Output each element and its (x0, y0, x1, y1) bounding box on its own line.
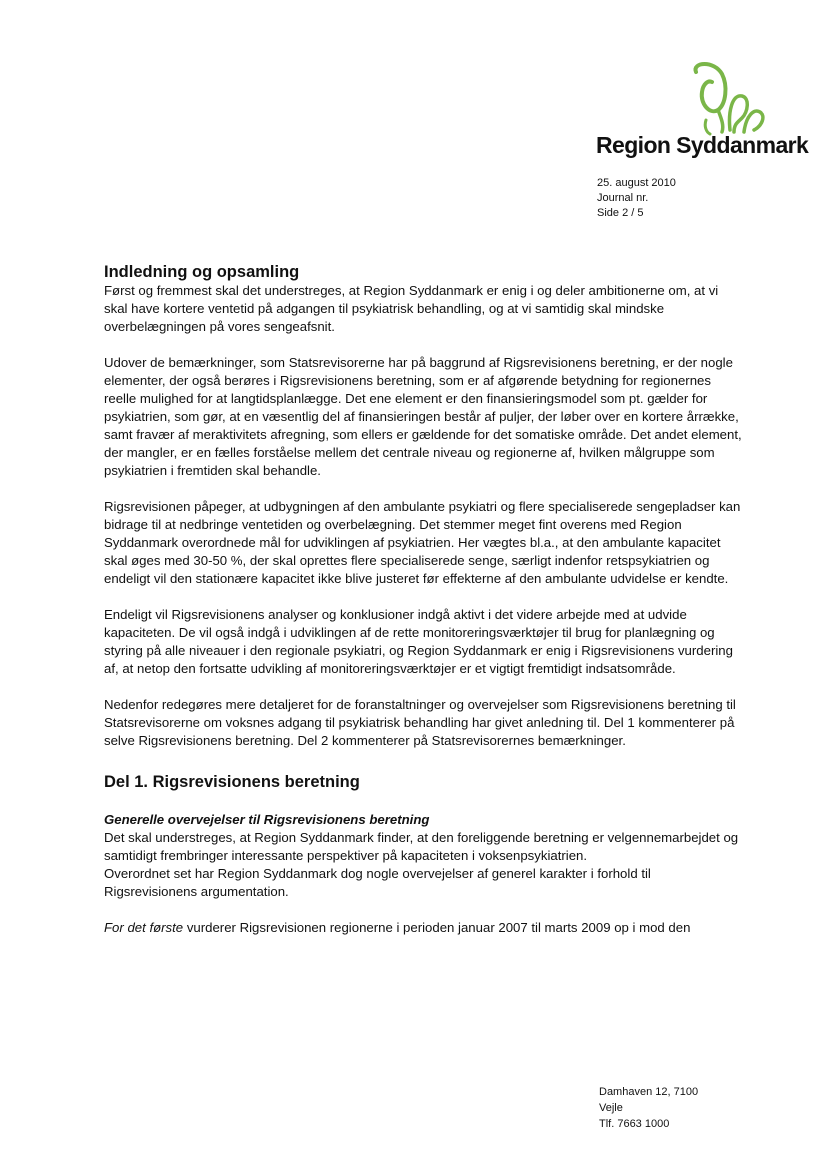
intro-paragraph: Nedenfor redegøres mere detaljeret for de foranstaltninger og overvejelser som Rigsrevisionens beretning til Statsrevisorerne om voksnes adgang til psykiatrisk behandling har givet anledning til. Del 1 kommenterer på selve Rigsrevisionens beretning. Del 2 kommenterer på Statsrevisorernes bemærkninger. (104, 697, 736, 748)
journal-number: Journal nr. (597, 192, 649, 204)
del1-heading: Del 1. Rigsrevisionens beretning (104, 773, 360, 791)
document-date: 25. august 2010 (597, 177, 676, 189)
del1-subheading: Generelle overvejelser til Rigsrevisionens beretning (104, 812, 430, 827)
intro-paragraph: Endeligt vil Rigsrevisionens analyser og konklusioner indgå aktivt i det videre arbejde med at udvide kapaciteten. De vil også indgå i udviklingen af de rette monitoreringsværktøjer til brug for planlægning og styring på alle niveauer i den regionale psykiatri, og Region Syddanmark er enig i Rigsrevisionens vurdering af, at netop den fortsatte udvikling af monitoreringsværktøjer er et vigtigt fremtidigt indsatsområde. (104, 607, 733, 676)
phone-number: Tlf. 7663 1000 (599, 1118, 670, 1130)
del1-paragraph: Det skal understreges, at Region Syddanmark finder, at den foreliggende beretning er velgennemarbejdet og samtidigt frembringer interessante perspektiver på kapaciteten i voksenpsykiatrien. (104, 830, 739, 863)
emphasis-text: For det første (104, 920, 184, 935)
region-logo (596, 60, 809, 160)
paragraph-text: vurderer Rigsrevisionen regionerne i perioden januar 2007 til marts 2009 op i mod den (183, 920, 691, 935)
address-city: Vejle (599, 1102, 623, 1114)
del1-paragraph: Overordnet set har Region Syddanmark dog nogle overvejelser af generel karakter i forhold til Rigsrevisionens argumentation. (104, 866, 651, 899)
intro-paragraph: Udover de bemærkninger, som Statsrevisorerne har på baggrund af Rigsrevisionens beretning, er der nogle elementer, der også berøres i Rigsrevisionens beretning, som er af afgørende betydning for regionernes reelle mulighed for at langtidsplanlægge. Det ene element er den finansieringsmodel som pt. gælder for psykiatrien, som gør, at en væsentlig del af finansieringen består af puljer, der løber over en kortere årrække, samt fravær af meraktivitets afregning, som ellers er gældende for det somatiske område. Det andet element, der mangler, er en fælles forståelse mellem det centrale niveau og regionerne af, hvilken målgruppe som psykiatrien i fremtiden skal behandle. (104, 355, 742, 478)
region-syddanmark-logo-icon (688, 60, 768, 140)
brand-name: Region Syddanmark (596, 132, 809, 158)
del1-paragraph (104, 919, 744, 937)
document-meta (597, 176, 676, 221)
intro-paragraph: Først og fremmest skal det understreges, at Region Syddanmark er enig i og deler ambitionerne om, at vi skal have kortere ventetid på adgangen til psykiatrisk behandling, og at vi samtidig skal mindske overbelægningen på vores sengeafsnit. (104, 283, 719, 334)
page-number: Side 2 / 5 (597, 207, 644, 219)
document-body (104, 262, 744, 955)
footer-address (599, 1084, 698, 1132)
address-line: Damhaven 12, 7100 (599, 1086, 699, 1098)
intro-paragraph: Rigsrevisionen påpeger, at udbygningen af den ambulante psykiatri og flere specialiserede sengepladser kan bidrage til at nedbringe ventetiden og overbelægning. Det stemmer meget fint overens med Region Syddanmark overordnede mål for udviklingen af psykiatrien. Her vægtes bl.a., at den ambulante kapacitet skal øges med 30-50 %, der skal oprettes flere specialiserede senge, særligt indenfor retspsykiatrien og endeligt vil den stationære kapacitet ikke blive justeret før effekterne af den ambulante udvidelse er kendte. (104, 499, 741, 586)
intro-heading: Indledning og opsamling (104, 263, 300, 281)
